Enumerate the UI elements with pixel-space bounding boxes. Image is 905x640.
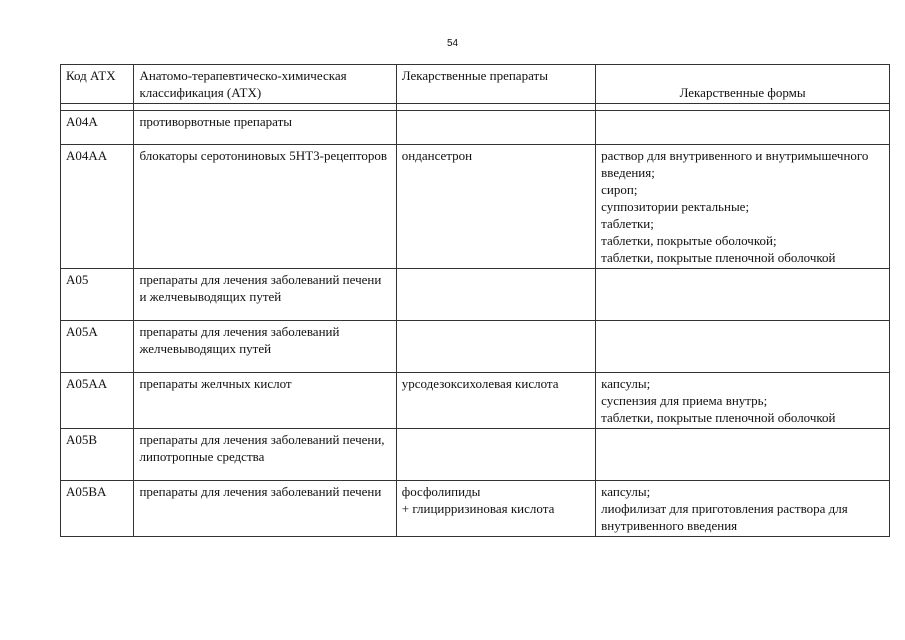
forms-cell: [596, 429, 890, 481]
classification-cell: препараты для лечения заболеваний печени: [134, 481, 396, 537]
atx-code-cell: A05B: [61, 429, 134, 481]
forms-cell: [596, 111, 890, 145]
header-classification: Анатомо-терапевтическо-химическая классификация (АТХ): [134, 65, 396, 104]
forms-cell: [596, 269, 890, 321]
table-row: [61, 373, 890, 429]
table-row: [61, 429, 890, 481]
atx-code-cell: A05: [61, 269, 134, 321]
drug-name: фосфолипиды: [401, 484, 481, 499]
header-forms: Лекарственные формы: [596, 65, 890, 104]
forms-cell: [596, 481, 890, 537]
atx-table: [60, 64, 890, 537]
forms-cell: [596, 145, 890, 269]
page-number: 54: [446, 38, 459, 49]
atx-code-cell: A05A: [61, 321, 134, 373]
table-row: [61, 145, 890, 269]
table-row: [61, 269, 890, 321]
dosage-form: лиофилизат для приготовления раствора для внутривенного введения: [601, 501, 848, 533]
header-code: Код АТХ: [61, 65, 134, 104]
drugs-cell: [396, 269, 595, 321]
dosage-form: таблетки, покрытые пленочной оболочкой: [601, 250, 836, 265]
atx-code-cell: A04A: [61, 111, 134, 145]
drugs-cell: [396, 145, 595, 269]
dosage-form: таблетки, покрытые оболочкой;: [601, 233, 777, 248]
drug-name: + глицирризиновая кислота: [401, 501, 555, 516]
classification-cell: препараты для лечения заболеваний печени, липотропные средства: [134, 429, 396, 481]
drugs-cell: [396, 111, 595, 145]
atx-code-cell: A05BA: [61, 481, 134, 537]
table-row: [61, 321, 890, 373]
header-drugs: Лекарственные препараты: [396, 65, 595, 104]
drugs-cell: [396, 429, 595, 481]
classification-cell: препараты желчных кислот: [134, 373, 396, 429]
table-header-row: [61, 65, 890, 104]
dosage-form: суспензия для приема внутрь;: [601, 393, 768, 408]
classification-cell: блокаторы серотониновых 5HT3-рецепторов: [134, 145, 396, 269]
forms-cell: [596, 373, 890, 429]
drugs-cell: [396, 481, 595, 537]
classification-cell: препараты для лечения заболеваний печени и желчевыводящих путей: [134, 269, 396, 321]
drug-name: урсодезоксихолевая кислота: [401, 376, 559, 391]
atx-code-cell: A04AA: [61, 145, 134, 269]
dosage-form: капсулы;: [601, 484, 651, 499]
dosage-form: сироп;: [601, 182, 638, 197]
dosage-form: таблетки, покрытые пленочной оболочкой: [601, 410, 836, 425]
header-spacer-row: [61, 104, 890, 111]
dosage-form: раствор для внутривенного и внутримышечного введения;: [601, 148, 869, 180]
drug-name: ондансетрон: [401, 148, 473, 163]
drugs-cell: [396, 321, 595, 373]
drugs-cell: [396, 373, 595, 429]
classification-cell: противорвотные препараты: [134, 111, 396, 145]
forms-cell: [596, 321, 890, 373]
dosage-form: суппозитории ректальные;: [601, 199, 750, 214]
table-row: [61, 481, 890, 537]
dosage-form: капсулы;: [601, 376, 651, 391]
dosage-form: таблетки;: [601, 216, 654, 231]
atx-code-cell: A05AA: [61, 373, 134, 429]
classification-cell: препараты для лечения заболеваний желчевыводящих путей: [134, 321, 396, 373]
table-row: [61, 111, 890, 145]
